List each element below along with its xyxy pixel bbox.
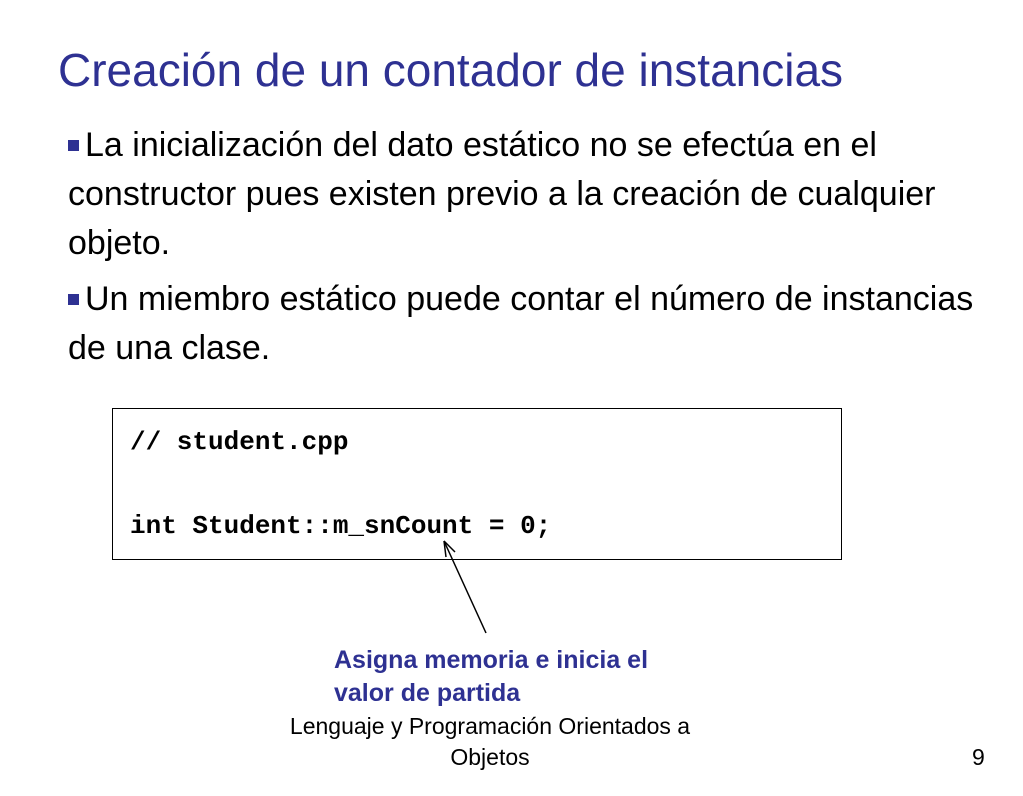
code-box [112, 408, 842, 560]
square-bullet-icon [68, 140, 79, 151]
bullet-text: La inicialización del dato estático no se efectúa en el constructor pues existen previo a la creación de cualquier objeto. [68, 126, 936, 262]
bullet-item [68, 275, 1008, 373]
page-number: 9 [972, 744, 985, 770]
slide-title: Creación de un contador de instancias [58, 44, 844, 96]
code-comment-line: // student.cpp [130, 427, 349, 457]
bullet-list [68, 121, 1008, 380]
callout-line: Asigna memoria e inicia el [334, 646, 649, 674]
code-statement-line: int Student::m_snCount = 0; [130, 511, 552, 541]
callout-line: valor de partida [334, 679, 521, 707]
square-bullet-icon [68, 294, 79, 305]
bullet-item [68, 121, 1008, 268]
footer-line: Lenguaje y Programación Orientados a [289, 713, 691, 739]
footer-course-name [250, 711, 730, 773]
bullet-text: Un miembro estático puede contar el número de instancias de una clase. [68, 280, 974, 367]
footer-line: Objetos [450, 744, 530, 770]
callout-note [334, 644, 754, 710]
